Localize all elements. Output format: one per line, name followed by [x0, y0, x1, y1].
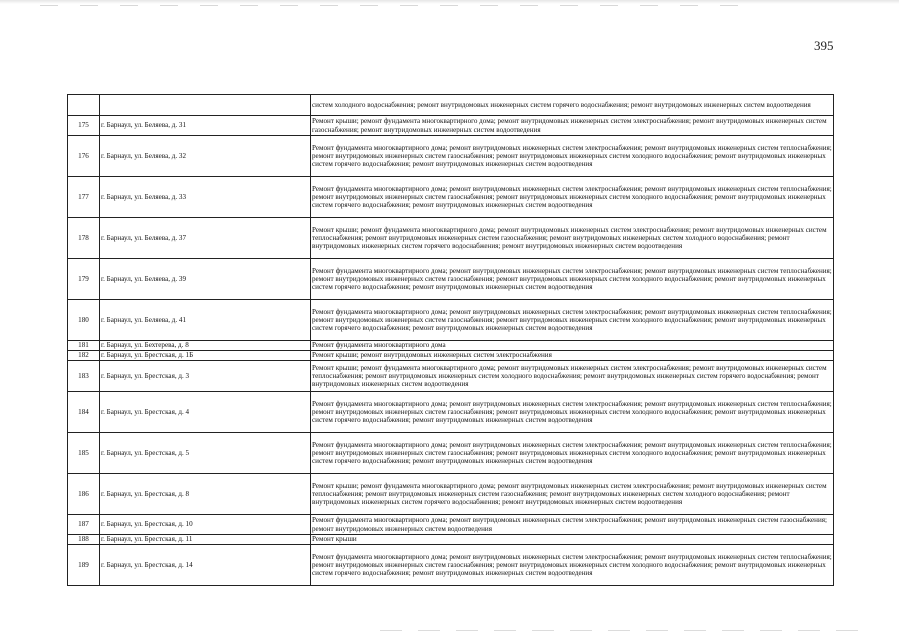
row-works: Ремонт фундамента многоквартирного дома; ремонт внутридомовых инженерных систем электроснабжения; ремонт внутридомовых инженерных систем теплоснабжения; ремонт внутридомовых инженерных систем газоснабжения; ремонт внутридомовых инженерных систем холодного водоснабжения; ремонт внутридомовых инженерных систем горячего водоснабжения; ремонт внутридомовых инженерных систем водоотведения: [311, 545, 834, 586]
table-row: [68, 95, 834, 116]
table-row: [68, 300, 834, 341]
table-row: [68, 545, 834, 586]
row-number: 175: [68, 116, 100, 136]
row-address: г. Барнаул, ул. Брестская, д. 4: [100, 392, 311, 433]
row-number: 178: [68, 218, 100, 259]
table-row: [68, 361, 834, 392]
row-works: Ремонт крыши; ремонт фундамента многоквартирного дома; ремонт внутридомовых инженерных систем электроснабжения; ремонт внутридомовых инженерных систем теплоснабжения; ремонт внутридомовых инженерных систем холодного водоснабжения; ремонт внутридомовых инженерных систем горячего водоснабжения; ремонт внутридомовых инженерных систем водоотведения: [311, 361, 834, 392]
table-row: [68, 535, 834, 545]
row-address: г. Барнаул, ул. Брестская, д. 10: [100, 515, 311, 535]
table-row: [68, 177, 834, 218]
scan-edge-shadow: [0, 0, 899, 4]
row-works: Ремонт фундамента многоквартирного дома; ремонт внутридомовых инженерных систем электроснабжения; ремонт внутридомовых инженерных систем теплоснабжения; ремонт внутридомовых инженерных систем газоснабжения; ремонт внутридомовых инженерных систем холодного водоснабжения; ремонт внутридомовых инженерных систем горячего водоснабжения; ремонт внутридомовых инженерных систем водоотведения: [311, 177, 834, 218]
row-number: 186: [68, 474, 100, 515]
row-number: 179: [68, 259, 100, 300]
row-works: систем холодного водоснабжения; ремонт внутридомовых инженерных систем горячего водоснабжения; ремонт внутридомовых инженерных систем водоотведения: [311, 95, 834, 116]
row-works: Ремонт фундамента многоквартирного дома; ремонт внутридомовых инженерных систем электроснабжения; ремонт внутридомовых инженерных систем теплоснабжения; ремонт внутридомовых инженерных систем газоснабжения; ремонт внутридомовых инженерных систем холодного водоснабжения; ремонт внутридомовых инженерных систем горячего водоснабжения; ремонт внутридомовых инженерных систем водоотведения: [311, 136, 834, 177]
row-works: Ремонт фундамента многоквартирного дома; ремонт внутридомовых инженерных систем электроснабжения; ремонт внутридомовых инженерных систем теплоснабжения; ремонт внутридомовых инженерных систем газоснабжения; ремонт внутридомовых инженерных систем холодного водоснабжения; ремонт внутридомовых инженерных систем горячего водоснабжения; ремонт внутридомовых инженерных систем водоотведения: [311, 392, 834, 433]
row-number: 188: [68, 535, 100, 545]
row-number: 185: [68, 433, 100, 474]
row-address: г. Барнаул, ул. Брестская, д. 8: [100, 474, 311, 515]
row-works: Ремонт фундамента многоквартирного дома; ремонт внутридомовых инженерных систем электроснабжения; ремонт внутридомовых инженерных систем теплоснабжения; ремонт внутридомовых инженерных систем газоснабжения; ремонт внутридомовых инженерных систем холодного водоснабжения; ремонт внутридомовых инженерных систем горячего водоснабжения; ремонт внутридомовых инженерных систем водоотведения: [311, 433, 834, 474]
row-address: г. Барнаул, ул. Беляева, д. 37: [100, 218, 311, 259]
table-row: [68, 116, 834, 136]
row-address: г. Барнаул, ул. Бехтерева, д. 8: [100, 341, 311, 351]
row-number: 180: [68, 300, 100, 341]
row-address: г. Барнаул, ул. Брестская, д. 3: [100, 361, 311, 392]
row-number: 176: [68, 136, 100, 177]
row-number: [68, 95, 100, 116]
row-address: г. Барнаул, ул. Беляева, д. 41: [100, 300, 311, 341]
table-row: [68, 351, 834, 361]
row-number: 181: [68, 341, 100, 351]
row-address: г. Барнаул, ул. Брестская, д. 11: [100, 535, 311, 545]
row-number: 189: [68, 545, 100, 586]
row-works: Ремонт крыши; ремонт внутридомовых инженерных систем электроснабжения: [311, 351, 834, 361]
row-works: Ремонт крыши; ремонт фундамента многоквартирного дома; ремонт внутридомовых инженерных систем электроснабжения; ремонт внутридомовых инженерных систем теплоснабжения; ремонт внутридомовых инженерных систем газоснабжения; ремонт внутридомовых инженерных систем холодного водоснабжения; ремонт внутридомовых инженерных систем горячего водоснабжения; ремонт внутридомовых инженерных систем водоотведения: [311, 218, 834, 259]
row-address: г. Барнаул, ул. Беляева, д. 31: [100, 116, 311, 136]
row-address: г. Барнаул, ул. Беляева, д. 33: [100, 177, 311, 218]
row-number: 187: [68, 515, 100, 535]
table-row: [68, 433, 834, 474]
page-number: 395: [814, 38, 834, 53]
row-address: г. Барнаул, ул. Брестская, д. 5: [100, 433, 311, 474]
row-address: г. Барнаул, ул. Беляева, д. 32: [100, 136, 311, 177]
table-row: [68, 515, 834, 535]
row-number: 184: [68, 392, 100, 433]
row-address: [100, 95, 311, 116]
table-row: [68, 259, 834, 300]
row-address: г. Барнаул, ул. Брестская, д. 1Б: [100, 351, 311, 361]
row-works: Ремонт фундамента многоквартирного дома; ремонт внутридомовых инженерных систем электроснабжения; ремонт внутридомовых инженерных систем газоснабжения; ремонт внутридомовых инженерных систем водоотведения: [311, 515, 834, 535]
row-works: Ремонт крыши; ремонт фундамента многоквартирного дома; ремонт внутридомовых инженерных систем электроснабжения; ремонт внутридомовых инженерных систем теплоснабжения; ремонт внутридомовых инженерных систем газоснабжения; ремонт внутридомовых инженерных систем холодного водоснабжения; ремонт внутридомовых инженерных систем горячего водоснабжения; ремонт внутридомовых инженерных систем водоотведения: [311, 474, 834, 515]
scan-noise-bottom: [380, 630, 860, 631]
table-row: [68, 392, 834, 433]
row-number: 177: [68, 177, 100, 218]
row-works: Ремонт фундамента многоквартирного дома; ремонт внутридомовых инженерных систем электроснабжения; ремонт внутридомовых инженерных систем теплоснабжения; ремонт внутридомовых инженерных систем газоснабжения; ремонт внутридомовых инженерных систем холодного водоснабжения; ремонт внутридомовых инженерных систем горячего водоснабжения; ремонт внутридомовых инженерных систем водоотведения: [311, 300, 834, 341]
row-works: Ремонт фундамента многоквартирного дома; ремонт внутридомовых инженерных систем электроснабжения; ремонт внутридомовых инженерных систем теплоснабжения; ремонт внутридомовых инженерных систем газоснабжения; ремонт внутридомовых инженерных систем холодного водоснабжения; ремонт внутридомовых инженерных систем горячего водоснабжения; ремонт внутридомовых инженерных систем водоотведения: [311, 259, 834, 300]
table-row: [68, 218, 834, 259]
table-row: [68, 341, 834, 351]
row-address: г. Барнаул, ул. Беляева, д. 39: [100, 259, 311, 300]
row-number: 183: [68, 361, 100, 392]
table-row: [68, 136, 834, 177]
row-number: 182: [68, 351, 100, 361]
table-row: [68, 474, 834, 515]
houses-repair-table: [67, 94, 834, 586]
row-works: Ремонт крыши; ремонт фундамента многоквартирного дома; ремонт внутридомовых инженерных систем электроснабжения; ремонт внутридомовых инженерных систем газоснабжения; ремонт внутридомовых инженерных систем водоотведения: [311, 116, 834, 136]
row-works: Ремонт крыши: [311, 535, 834, 545]
row-address: г. Барнаул, ул. Брестская, д. 14: [100, 545, 311, 586]
scan-noise-top: [40, 5, 740, 6]
row-works: Ремонт фундамента многоквартирного дома: [311, 341, 834, 351]
